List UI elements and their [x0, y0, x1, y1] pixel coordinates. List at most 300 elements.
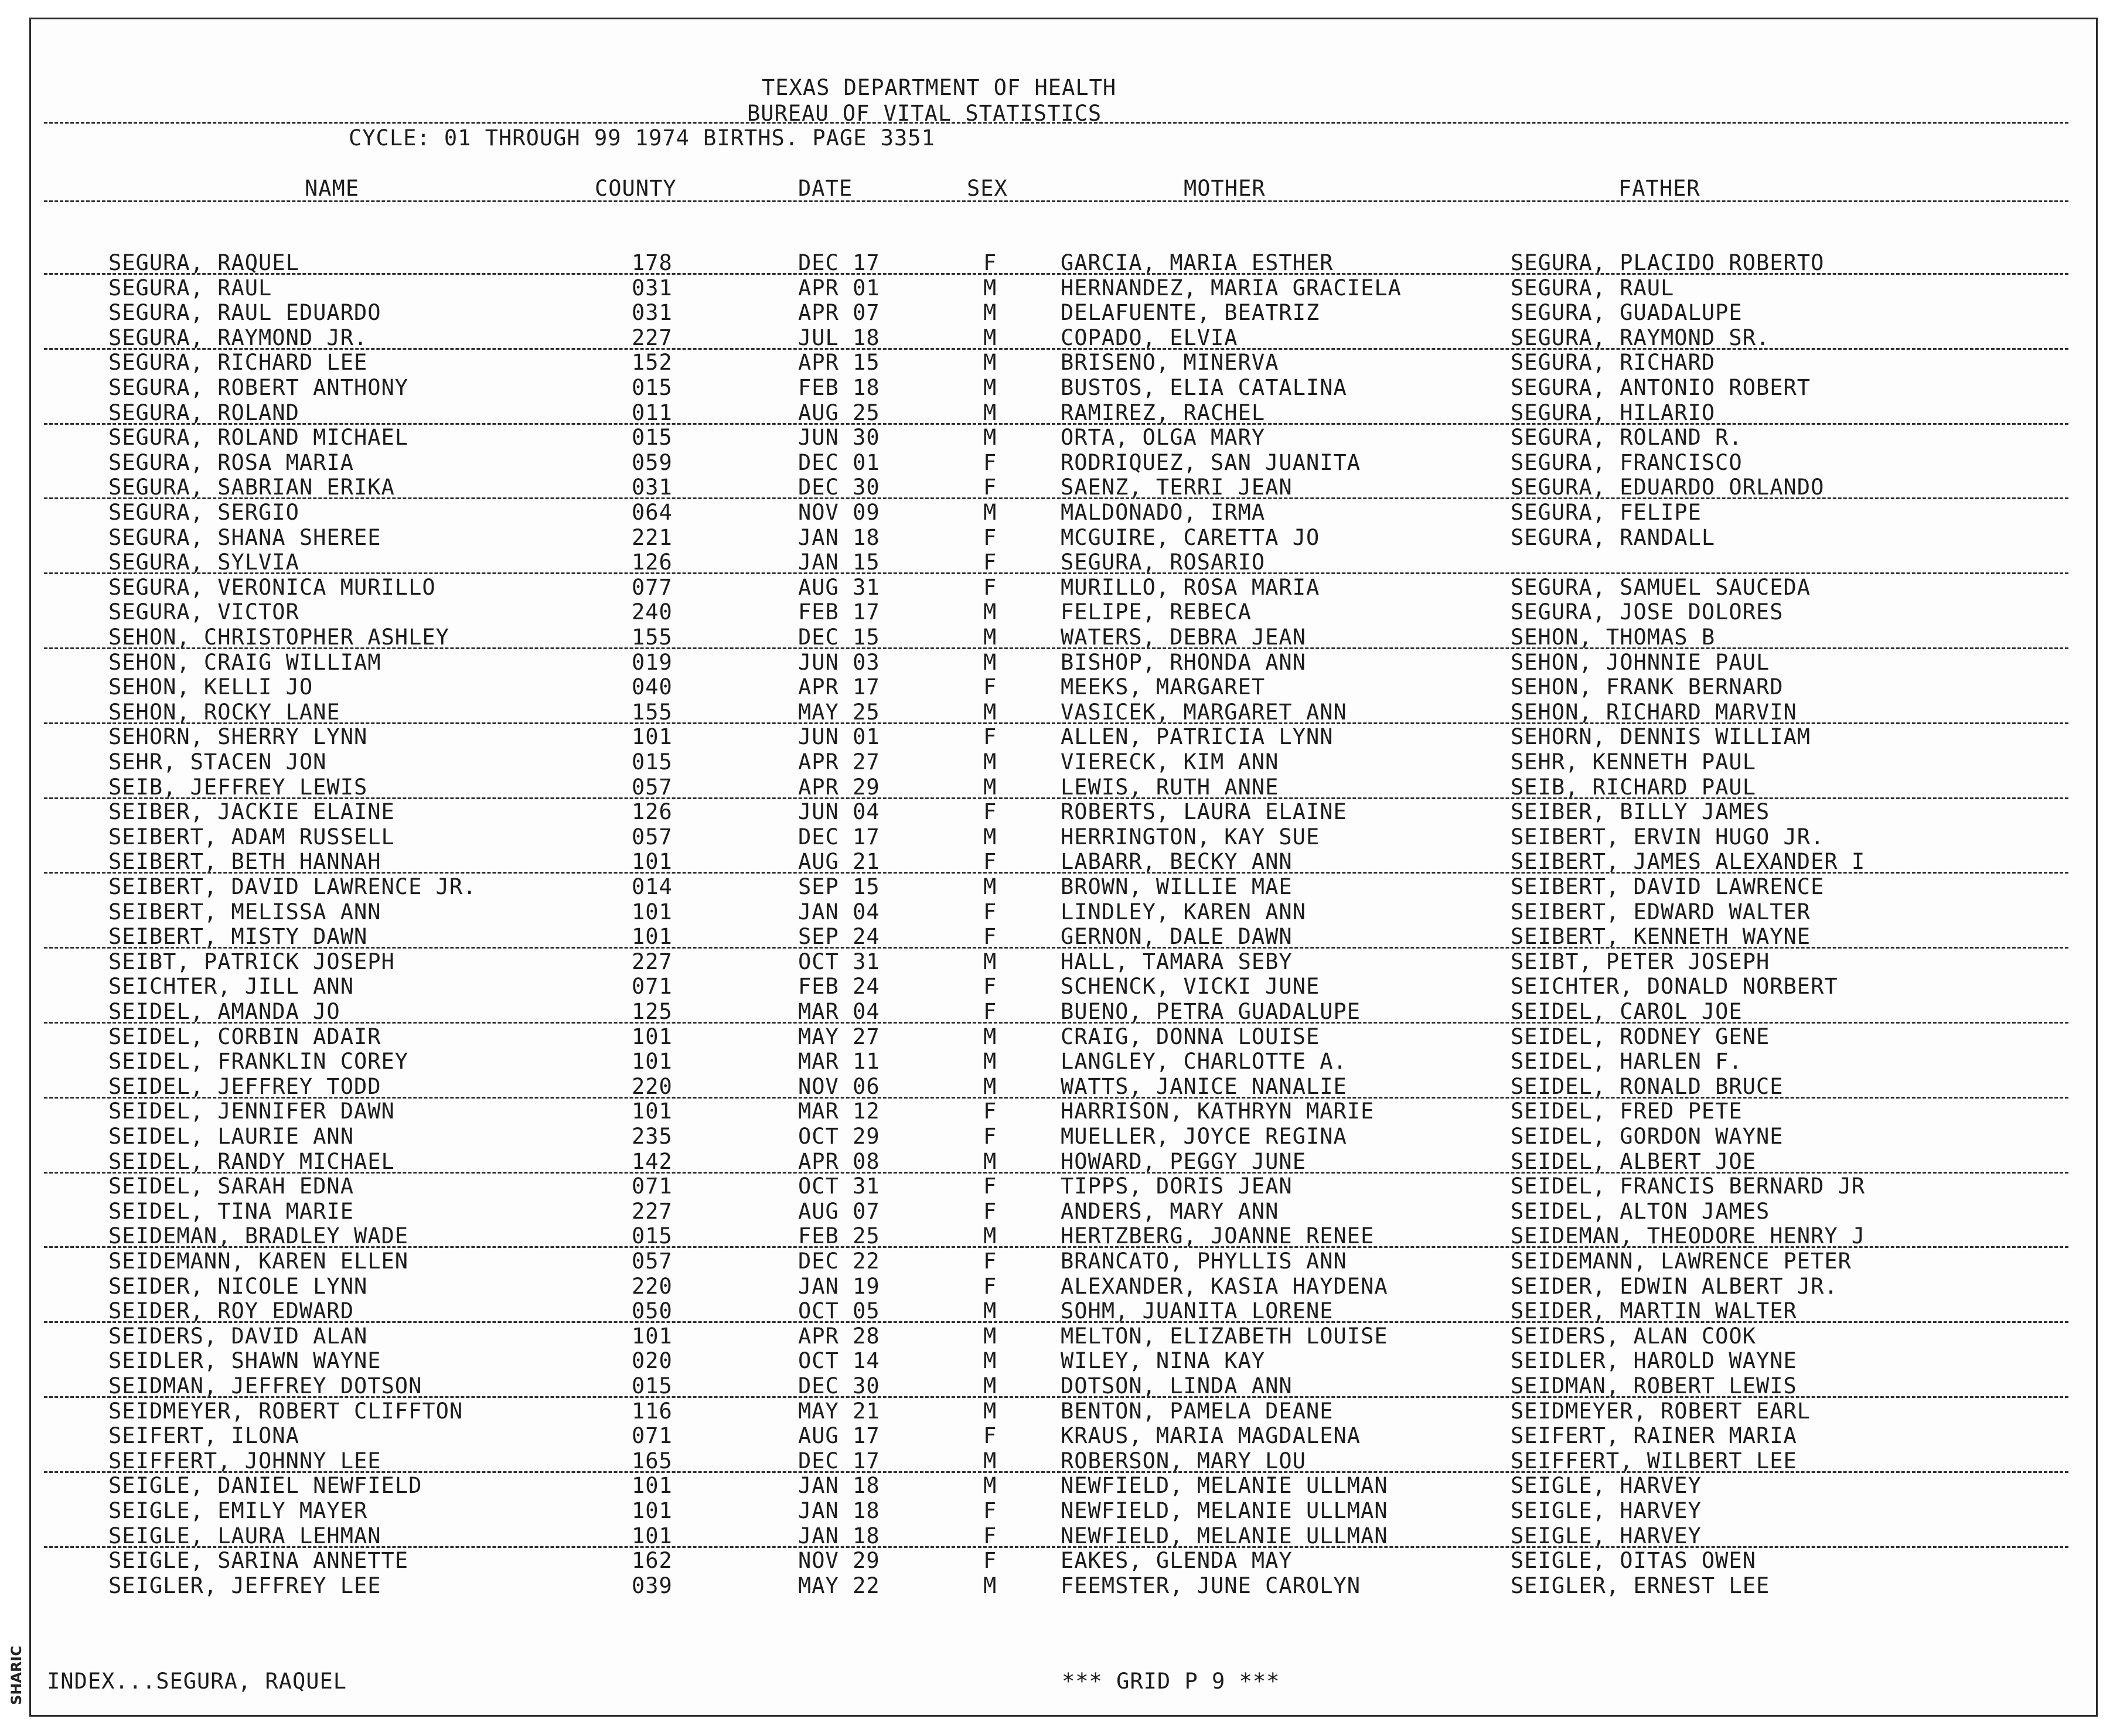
cell-father: SEIDEMANN, LAWRENCE PETER	[1511, 1249, 1852, 1274]
table-row	[0, 775, 2120, 800]
cell-mother: CRAIG, DONNA LOUISE	[1061, 1024, 1320, 1049]
cell-name: SEIDER, NICOLE LYNN	[108, 1273, 368, 1299]
cell-county: 059	[632, 449, 673, 475]
cell-father: SEIDEL, ALBERT JOE	[1511, 1148, 1756, 1174]
table-row	[0, 526, 2120, 550]
cell-sex: F	[983, 799, 997, 825]
cell-name: SEIDMEYER, ROBERT CLIFFTON	[108, 1398, 463, 1424]
cell-mother: ORTA, OLGA MARY	[1061, 425, 1266, 451]
cell-date: NOV 29	[798, 1548, 880, 1574]
cell-county: 125	[632, 999, 673, 1024]
row-underline	[44, 1321, 2068, 1323]
cell-date: APR 27	[798, 749, 880, 775]
cell-mother: LINDLEY, KAREN ANN	[1061, 899, 1306, 925]
cell-date: FEB 25	[798, 1223, 880, 1249]
cell-mother: SCHENCK, VICKI JUNE	[1061, 974, 1320, 1000]
cell-father: SEIDEMAN, THEODORE HENRY J	[1511, 1223, 1866, 1249]
row-underline	[44, 1396, 2068, 1398]
table-row	[0, 376, 2120, 400]
table-row	[0, 550, 2120, 575]
cell-name: SEIDEL, JENNIFER DAWN	[108, 1099, 395, 1124]
cell-county: 039	[632, 1573, 673, 1598]
cell-county: 101	[632, 1323, 673, 1349]
row-underline	[44, 1246, 2068, 1248]
cell-sex: F	[983, 475, 997, 500]
cell-father: SEGURA, FRANCISCO	[1511, 449, 1743, 475]
cell-county: 071	[632, 1423, 673, 1449]
cell-sex: M	[983, 400, 997, 425]
cell-date: DEC 30	[798, 1373, 880, 1399]
cell-sex: M	[983, 625, 997, 650]
cell-date: JUN 04	[798, 799, 880, 825]
cell-county: 011	[632, 400, 673, 425]
cell-name: SEGURA, SYLVIA	[108, 550, 299, 575]
cell-sex: F	[983, 524, 997, 550]
cell-sex: M	[983, 425, 997, 451]
cell-father: SEGURA, HILARIO	[1511, 400, 1716, 425]
cell-name: SEGURA, RICHARD LEE	[108, 350, 368, 376]
cell-date: OCT 31	[798, 1174, 880, 1199]
cell-name: SEGURA, SABRIAN ERIKA	[108, 475, 395, 500]
row-underline	[44, 872, 2068, 874]
cell-mother: HERTZBERG, JOANNE RENEE	[1061, 1223, 1375, 1249]
cell-county: 101	[632, 1523, 673, 1549]
table-row	[0, 1199, 2120, 1224]
cell-mother: BUENO, PETRA GUADALUPE	[1061, 999, 1361, 1024]
table-row	[0, 425, 2120, 450]
table-row	[0, 251, 2120, 275]
cell-date: MAR 12	[798, 1099, 880, 1124]
cell-county: 126	[632, 799, 673, 825]
row-underline	[44, 797, 2068, 799]
cell-mother: EAKES, GLENDA MAY	[1061, 1548, 1293, 1574]
row-underline	[44, 423, 2068, 425]
cell-name: SEIDEMANN, KAREN ELLEN	[108, 1249, 409, 1274]
cell-mother: FEEMSTER, JUNE CAROLYN	[1061, 1573, 1361, 1598]
side-mark	[5, 1640, 28, 1711]
cell-mother: NEWFIELD, MELANIE ULLMAN	[1061, 1498, 1388, 1523]
cell-date: NOV 06	[798, 1073, 880, 1099]
cell-father: SEIBERT, EDWARD WALTER	[1511, 899, 1811, 925]
cell-date: DEC 01	[798, 449, 880, 475]
table-row	[0, 950, 2120, 974]
cell-date: APR 17	[798, 674, 880, 700]
cell-name: SEIFFERT, JOHNNY LEE	[108, 1448, 381, 1474]
table-row	[0, 625, 2120, 650]
cell-county: 077	[632, 574, 673, 600]
table-row	[0, 301, 2120, 325]
cell-date: APR 15	[798, 350, 880, 376]
cell-name: SEGURA, ROBERT ANTHONY	[108, 375, 409, 400]
cell-county: 165	[632, 1448, 673, 1474]
cell-name: SEIGLE, LAURA LEHMAN	[108, 1523, 381, 1549]
cell-date: APR 29	[798, 774, 880, 800]
cell-name: SEIBERT, ADAM RUSSELL	[108, 824, 395, 850]
row-underline	[44, 1097, 2068, 1099]
cell-county: 031	[632, 300, 673, 326]
cell-name: SEIDEL, JEFFREY TODD	[108, 1073, 381, 1099]
col-head-sex: SEX	[967, 176, 1008, 201]
cell-date: OCT 14	[798, 1348, 880, 1374]
cell-father: SEIDEL, FRED PETE	[1511, 1099, 1743, 1124]
cell-date: JAN 18	[798, 1498, 880, 1523]
cell-father: SEGURA, EDUARDO ORLANDO	[1511, 475, 1825, 500]
cell-mother: MCGUIRE, CARETTA JO	[1061, 524, 1320, 550]
cell-father: SEIBT, PETER JOSEPH	[1511, 949, 1770, 974]
cell-date: JAN 18	[798, 524, 880, 550]
cell-mother: WATTS, JANICE NANALIE	[1061, 1073, 1347, 1099]
cell-county: 101	[632, 899, 673, 925]
cell-mother: MUELLER, JOYCE REGINA	[1061, 1124, 1347, 1149]
cell-mother: MURILLO, ROSA MARIA	[1061, 574, 1320, 600]
cell-sex: F	[983, 1273, 997, 1299]
cell-name: SEIDMAN, JEFFREY DOTSON	[108, 1373, 422, 1399]
footer-grid: *** GRID P 9 ***	[1062, 1669, 1280, 1694]
table-row	[0, 700, 2120, 725]
cell-mother: ROBERTS, LAURA ELAINE	[1061, 799, 1347, 825]
cell-sex: M	[983, 1448, 997, 1474]
cell-father: SEGURA, GUADALUPE	[1511, 300, 1743, 326]
cell-date: SEP 15	[798, 874, 880, 899]
cell-county: 235	[632, 1124, 673, 1149]
cell-mother: BENTON, PAMELA DEANE	[1061, 1398, 1334, 1424]
cell-county: 101	[632, 1473, 673, 1499]
table-row	[0, 451, 2120, 475]
cell-county: 240	[632, 599, 673, 625]
cell-date: JAN 15	[798, 550, 880, 575]
cell-sex: M	[983, 1323, 997, 1349]
table-row	[0, 1349, 2120, 1373]
row-underline	[44, 348, 2068, 350]
cell-sex: M	[983, 1024, 997, 1049]
cell-sex: M	[983, 1473, 997, 1499]
cell-mother: GERNON, DALE DAWN	[1061, 924, 1293, 950]
table-row	[0, 974, 2120, 999]
cell-county: 057	[632, 1249, 673, 1274]
cell-county: 071	[632, 974, 673, 1000]
row-underline	[44, 947, 2068, 949]
cell-name: SEIDEMAN, BRADLEY WADE	[108, 1223, 409, 1249]
cell-date: DEC 22	[798, 1249, 880, 1274]
cell-mother: WILEY, NINA KAY	[1061, 1348, 1266, 1374]
cell-sex: M	[983, 649, 997, 675]
cell-county: 101	[632, 924, 673, 950]
table-row	[0, 1299, 2120, 1324]
table-row	[0, 1124, 2120, 1149]
cell-name: SEIFERT, ILONA	[108, 1423, 299, 1449]
cell-father: SEHR, KENNETH PAUL	[1511, 749, 1756, 775]
cell-name: SEGURA, RAYMOND JR.	[108, 325, 368, 350]
cell-sex: F	[983, 899, 997, 925]
cell-date: DEC 17	[798, 1448, 880, 1474]
cell-name: SEIGLE, EMILY MAYER	[108, 1498, 368, 1523]
cell-county: 015	[632, 425, 673, 451]
cell-date: JAN 18	[798, 1473, 880, 1499]
header-bureau: BUREAU OF VITAL STATISTICS	[747, 101, 1102, 126]
cell-sex: F	[983, 574, 997, 600]
col-head-county: COUNTY	[595, 176, 677, 201]
cell-mother: LANGLEY, CHARLOTTE A.	[1061, 1049, 1347, 1075]
cell-name: SEIBERT, DAVID LAWRENCE JR.	[108, 874, 477, 899]
table-row	[0, 1099, 2120, 1124]
table-row	[0, 600, 2120, 625]
cell-name: SEHON, KELLI JO	[108, 674, 313, 700]
cell-name: SEIBERT, BETH HANNAH	[108, 849, 381, 875]
cell-father: SEIDEL, RODNEY GENE	[1511, 1024, 1770, 1049]
cell-father: SEGURA, RICHARD	[1511, 350, 1716, 376]
table-row	[0, 326, 2120, 350]
cell-father: SEICHTER, DONALD NORBERT	[1511, 974, 1838, 1000]
cell-father: SEIDMAN, ROBERT LEWIS	[1511, 1373, 1797, 1399]
cell-father: SEIGLE, HARVEY	[1511, 1473, 1702, 1499]
table-row	[0, 1449, 2120, 1474]
row-underline	[44, 273, 2068, 275]
table-row	[0, 276, 2120, 301]
table-row	[0, 1249, 2120, 1274]
table-row	[0, 401, 2120, 425]
cell-sex: M	[983, 1049, 997, 1075]
row-underline	[44, 1172, 2068, 1174]
table-row	[0, 675, 2120, 700]
table-row	[0, 900, 2120, 925]
table-row	[0, 1324, 2120, 1349]
cell-date: OCT 29	[798, 1124, 880, 1149]
cell-sex: M	[983, 300, 997, 326]
cell-sex: M	[983, 749, 997, 775]
cell-sex: M	[983, 699, 997, 725]
cell-father: SEIDMEYER, ROBERT EARL	[1511, 1398, 1811, 1424]
cell-date: APR 01	[798, 275, 880, 301]
cell-sex: F	[983, 999, 997, 1024]
cell-sex: M	[983, 350, 997, 376]
cell-date: JUL 18	[798, 325, 880, 350]
cell-father: SEGURA, RAYMOND SR.	[1511, 325, 1770, 350]
cell-mother: LEWIS, RUTH ANNE	[1061, 774, 1279, 800]
cell-mother: COPADO, ELVIA	[1061, 325, 1238, 350]
cell-name: SEGURA, RAQUEL	[108, 250, 299, 275]
cell-county: 050	[632, 1298, 673, 1324]
side-mark-text: SHARIC	[8, 1646, 25, 1705]
cell-county: 126	[632, 550, 673, 575]
col-head-father: FATHER	[1618, 176, 1700, 201]
row-underline	[44, 647, 2068, 649]
table-row	[0, 750, 2120, 775]
cell-mother: SOHM, JUANITA LORENE	[1061, 1298, 1334, 1324]
cell-county: 220	[632, 1073, 673, 1099]
cell-county: 101	[632, 1049, 673, 1075]
cell-mother: ROBERSON, MARY LOU	[1061, 1448, 1306, 1474]
table-row	[0, 825, 2120, 850]
cell-sex: F	[983, 1174, 997, 1199]
cell-mother: LABARR, BECKY ANN	[1061, 849, 1293, 875]
cell-sex: M	[983, 1223, 997, 1249]
cell-father: SEGURA, SAMUEL SAUCEDA	[1511, 574, 1811, 600]
cell-mother: ALEXANDER, KASIA HAYDENA	[1061, 1273, 1388, 1299]
cell-father: SEHON, RICHARD MARVIN	[1511, 699, 1797, 725]
cell-county: 101	[632, 1099, 673, 1124]
cell-county: 162	[632, 1548, 673, 1574]
cell-father: SEIBERT, KENNETH WAYNE	[1511, 924, 1811, 950]
table-row	[0, 475, 2120, 500]
cell-date: JUN 01	[798, 724, 880, 750]
cell-sex: F	[983, 974, 997, 1000]
row-underline	[44, 722, 2068, 724]
table-row	[0, 1374, 2120, 1399]
cell-date: FEB 18	[798, 375, 880, 400]
cell-county: 015	[632, 749, 673, 775]
cell-date: JAN 04	[798, 899, 880, 925]
row-underline	[44, 497, 2068, 499]
cell-sex: F	[983, 1099, 997, 1124]
table-row	[0, 1399, 2120, 1424]
cell-county: 064	[632, 500, 673, 525]
table-row	[0, 875, 2120, 899]
cell-date: SEP 24	[798, 924, 880, 950]
cell-name: SEGURA, ROSA MARIA	[108, 449, 354, 475]
cell-sex: M	[983, 1398, 997, 1424]
cell-sex: M	[983, 774, 997, 800]
table-row	[0, 350, 2120, 375]
cell-name: SEIDEL, FRANKLIN COREY	[108, 1049, 409, 1075]
cell-mother: GARCIA, MARIA ESTHER	[1061, 250, 1334, 275]
cell-name: SEIDEL, AMANDA JO	[108, 999, 340, 1024]
cell-sex: M	[983, 824, 997, 850]
cell-name: SEHORN, SHERRY LYNN	[108, 724, 368, 750]
cell-county: 101	[632, 1024, 673, 1049]
cell-date: MAY 21	[798, 1398, 880, 1424]
cell-sex: F	[983, 849, 997, 875]
table-row	[0, 1524, 2120, 1549]
cell-father: SEIDERS, ALAN COOK	[1511, 1323, 1756, 1349]
cell-father: SEIDER, EDWIN ALBERT JR.	[1511, 1273, 1838, 1299]
cell-date: AUG 17	[798, 1423, 880, 1449]
row-underline	[44, 1546, 2068, 1548]
cell-mother: BUSTOS, ELIA CATALINA	[1061, 375, 1347, 400]
cell-date: DEC 30	[798, 475, 880, 500]
cell-father: SEGURA, ROLAND R.	[1511, 425, 1743, 451]
table-row	[0, 800, 2120, 824]
cell-mother: NEWFIELD, MELANIE ULLMAN	[1061, 1523, 1388, 1549]
cell-name: SEGURA, RAUL EDUARDO	[108, 300, 381, 326]
table-row	[0, 1075, 2120, 1099]
cell-sex: F	[983, 1523, 997, 1549]
cell-father: SEGURA, RANDALL	[1511, 524, 1716, 550]
cell-county: 015	[632, 375, 673, 400]
cell-father: SEGURA, PLACIDO ROBERTO	[1511, 250, 1825, 275]
cell-sex: M	[983, 874, 997, 899]
cell-name: SEGURA, VERONICA MURILLO	[108, 574, 436, 600]
cell-date: APR 07	[798, 300, 880, 326]
cell-sex: F	[983, 1423, 997, 1449]
cell-father: SEIFFERT, WILBERT LEE	[1511, 1448, 1797, 1474]
cell-father: SEIGLE, HARVEY	[1511, 1498, 1702, 1523]
cell-name: SEIDEL, SARAH EDNA	[108, 1174, 354, 1199]
cell-name: SEIGLE, DANIEL NEWFIELD	[108, 1473, 422, 1499]
cell-county: 020	[632, 1348, 673, 1374]
cell-mother: FELIPE, REBECA	[1061, 599, 1252, 625]
cell-date: MAY 22	[798, 1573, 880, 1598]
cell-father: SEIDER, MARTIN WALTER	[1511, 1298, 1797, 1324]
cell-date: APR 28	[798, 1323, 880, 1349]
cell-name: SEIBERT, MELISSA ANN	[108, 899, 381, 925]
cell-mother: DELAFUENTE, BEATRIZ	[1061, 300, 1320, 326]
cell-date: FEB 24	[798, 974, 880, 1000]
cell-mother: VIERECK, KIM ANN	[1061, 749, 1279, 775]
cell-mother: KRAUS, MARIA MAGDALENA	[1061, 1423, 1361, 1449]
cell-sex: M	[983, 599, 997, 625]
table-row	[0, 1424, 2120, 1448]
cell-county: 031	[632, 475, 673, 500]
cell-sex: F	[983, 1498, 997, 1523]
cell-mother: ALLEN, PATRICIA LYNN	[1061, 724, 1334, 750]
cell-name: SEIB, JEFFREY LEWIS	[108, 774, 368, 800]
table-row	[0, 925, 2120, 949]
table-row	[0, 850, 2120, 874]
cell-father: SEIFERT, RAINER MARIA	[1511, 1423, 1797, 1449]
cell-date: MAR 04	[798, 999, 880, 1024]
cell-father: SEGURA, RAUL	[1511, 275, 1675, 301]
cell-name: SEIDEL, RANDY MICHAEL	[108, 1148, 395, 1174]
footer-index: INDEX...SEGURA, RAQUEL	[47, 1669, 347, 1694]
cell-county: 220	[632, 1273, 673, 1299]
cell-sex: M	[983, 1148, 997, 1174]
cell-sex: M	[983, 1573, 997, 1598]
cell-date: AUG 31	[798, 574, 880, 600]
table-row	[0, 1274, 2120, 1299]
table-row	[0, 500, 2120, 525]
table-row	[0, 1574, 2120, 1598]
cell-name: SEHON, CHRISTOPHER ASHLEY	[108, 625, 449, 650]
cell-name: SEGURA, VICTOR	[108, 599, 299, 625]
cell-sex: F	[983, 550, 997, 575]
cell-county: 057	[632, 774, 673, 800]
cell-county: 227	[632, 949, 673, 974]
cell-name: SEIGLER, JEFFREY LEE	[108, 1573, 381, 1598]
cell-name: SEIDER, ROY EDWARD	[108, 1298, 354, 1324]
cell-mother: BROWN, WILLIE MAE	[1061, 874, 1293, 899]
cell-father: SEGURA, JOSE DOLORES	[1511, 599, 1784, 625]
cell-sex: M	[983, 1073, 997, 1099]
header-department: TEXAS DEPARTMENT OF HEALTH	[762, 75, 1117, 100]
cell-county: 155	[632, 625, 673, 650]
cell-sex: M	[983, 375, 997, 400]
table-row	[0, 1049, 2120, 1074]
cell-county: 014	[632, 874, 673, 899]
cell-father: SEIDLER, HAROLD WAYNE	[1511, 1348, 1797, 1374]
cell-date: MAY 27	[798, 1024, 880, 1049]
cell-date: JUN 30	[798, 425, 880, 451]
col-head-mother: MOTHER	[1184, 176, 1266, 201]
cell-mother: VASICEK, MARGARET ANN	[1061, 699, 1347, 725]
cell-father: SEIB, RICHARD PAUL	[1511, 774, 1756, 800]
cell-name: SEGURA, ROLAND	[108, 400, 299, 425]
cell-sex: F	[983, 1124, 997, 1149]
cell-county: 057	[632, 824, 673, 850]
row-underline	[44, 572, 2068, 574]
cell-father: SEIDEL, HARLEN F.	[1511, 1049, 1743, 1075]
cell-father: SEIBERT, ERVIN HUGO JR.	[1511, 824, 1825, 850]
cell-date: AUG 25	[798, 400, 880, 425]
cell-name: SEIGLE, SARINA ANNETTE	[108, 1548, 409, 1574]
cell-mother: BRANCATO, PHYLLIS ANN	[1061, 1249, 1347, 1274]
table-row	[0, 1174, 2120, 1199]
cell-mother: RODRIQUEZ, SAN JUANITA	[1061, 449, 1361, 475]
cell-father: SEHON, FRANK BERNARD	[1511, 674, 1784, 700]
table-row	[0, 1000, 2120, 1024]
cell-county: 155	[632, 699, 673, 725]
cell-sex: M	[983, 1373, 997, 1399]
cell-name: SEGURA, SHANA SHEREE	[108, 524, 381, 550]
